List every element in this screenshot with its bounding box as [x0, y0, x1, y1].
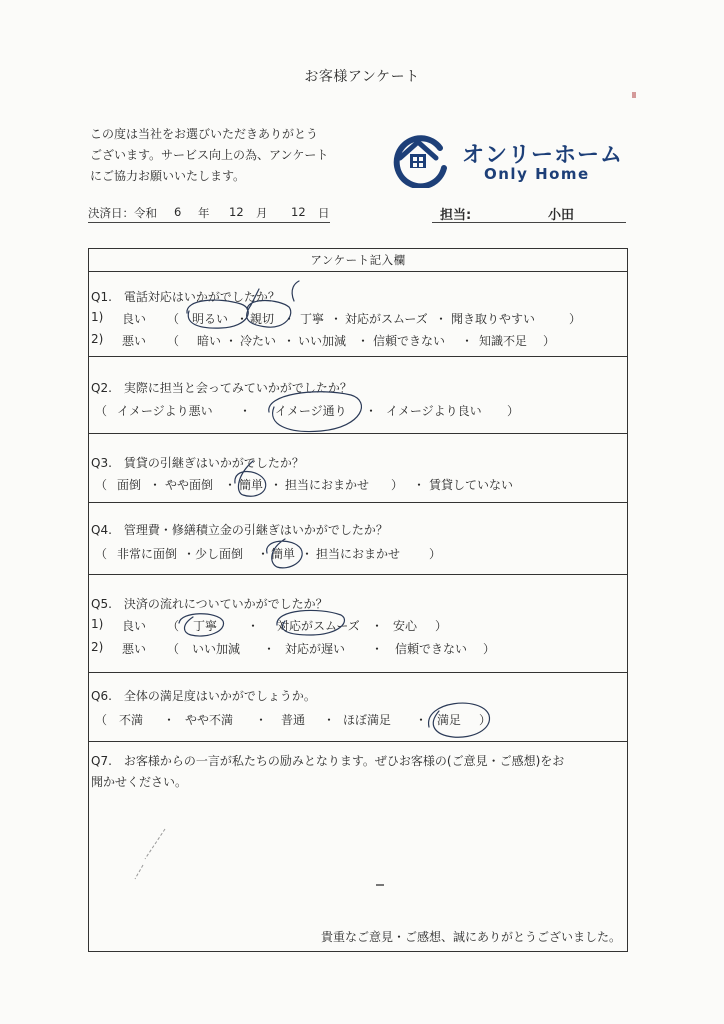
- option-yaya-mendou: やや面倒: [165, 478, 214, 492]
- separator: ・: [283, 334, 296, 348]
- settlement-day-unit: 日: [318, 206, 330, 220]
- row-label: 悪い: [122, 642, 147, 656]
- house-logo-icon: [388, 128, 456, 188]
- separator: ・: [371, 642, 384, 656]
- option-akarui: 明るい: [192, 312, 229, 326]
- paren: ）: [507, 404, 520, 418]
- option-as-expected: イメージ通り: [275, 404, 347, 418]
- option-teinei: 丁寧: [193, 619, 218, 633]
- logo-text-jp: オンリーホーム: [462, 143, 624, 168]
- separator: ・: [365, 404, 378, 418]
- question-text: Q7. お客様からの一言が私たちの励みとなります。ぜひお客様の(ご意見・ご感想)をお: [91, 754, 565, 768]
- paren: ）: [479, 713, 492, 727]
- settlement-month: 12: [229, 205, 244, 219]
- row-label: 良い: [122, 312, 147, 326]
- question-text: Q3. 賃貸の引継ぎはいかがでしたか？: [91, 456, 304, 470]
- paren: （: [167, 334, 180, 348]
- separator: ・: [163, 713, 176, 727]
- separator: ・: [225, 334, 238, 348]
- question-q1: [89, 272, 627, 357]
- row-label: 悪い: [122, 334, 147, 348]
- separator: ・: [461, 334, 474, 348]
- option-kikitori: 聞き取りやすい: [451, 312, 536, 326]
- paren: ）: [391, 478, 404, 492]
- option-shinsetsu: 親切: [250, 312, 275, 326]
- question-text-cont: 聞かせください。: [91, 775, 188, 789]
- option-better: イメージより良い: [386, 404, 482, 418]
- option-smooth: 対応がスムーズ: [345, 312, 428, 326]
- intro-text: [90, 124, 390, 187]
- option-kantan: 簡単: [239, 478, 264, 492]
- option-smooth: 対応がスムーズ: [277, 619, 360, 633]
- option-untrustworthy: 信頼できない: [395, 642, 468, 656]
- option-slightly-troublesome: 少し面倒: [195, 547, 244, 561]
- paren: （: [95, 547, 108, 561]
- intro-line: ございます。サービス向上の為、アンケート: [90, 148, 329, 162]
- separator: ・: [415, 713, 428, 727]
- row-number: 2): [91, 640, 104, 654]
- settlement-date: [88, 200, 330, 223]
- intro-line: この度は当社をお選びいただきありがとう: [90, 127, 319, 141]
- question-q5: [89, 575, 627, 673]
- option-yaya-fuman: やや不満: [185, 713, 234, 727]
- option-kurai: 暗い: [197, 334, 222, 348]
- paren: （: [167, 642, 180, 656]
- paren: ）: [483, 642, 496, 656]
- thank-you-note: 貴重なご意見・ご感想、誠にありがとうございました。: [320, 930, 621, 944]
- separator: ・: [257, 547, 270, 561]
- option-iikagen: いい加減: [192, 642, 241, 656]
- separator: ・: [270, 478, 283, 492]
- separator: ・: [239, 404, 252, 418]
- separator: ・: [371, 619, 384, 633]
- row-number: 2): [91, 332, 104, 346]
- option-not-renting: 賃貸していない: [429, 478, 514, 492]
- option-chishiki: 知識不足: [479, 334, 528, 348]
- paren: （: [95, 478, 108, 492]
- paren: （: [95, 404, 108, 418]
- separator: ・: [413, 478, 426, 492]
- paren: （: [95, 713, 108, 727]
- option-anshin: 安心: [393, 619, 418, 633]
- intro-line: にご協力お願いいたします。: [90, 169, 246, 183]
- row-number: 1): [91, 310, 104, 324]
- separator: ・: [357, 334, 370, 348]
- option-iikagen: いい加減: [298, 334, 347, 348]
- form-header: アンケート記入欄: [89, 249, 627, 272]
- settlement-day: 12: [291, 205, 306, 219]
- settlement-month-unit: 月: [256, 206, 268, 220]
- logo-text-en: Only Home: [484, 165, 590, 183]
- option-shinrai: 信頼できない: [373, 334, 446, 348]
- question-text: Q4. 管理費・修繕積立金の引継ぎはいかがでしたか？: [91, 523, 388, 537]
- separator: ・: [435, 312, 448, 326]
- separator: ・: [263, 642, 276, 656]
- option-tsumetai: 冷たい: [240, 334, 277, 348]
- separator: ・: [149, 478, 162, 492]
- paren: （: [167, 312, 180, 326]
- separator: ・: [224, 478, 237, 492]
- question-text: Q1. 電話対応はいかがでしたか？: [91, 290, 280, 304]
- question-q3: [89, 434, 627, 503]
- question-q4: [89, 503, 627, 575]
- staff-name: 小田: [548, 208, 575, 223]
- option-mendou: 面倒: [117, 478, 142, 492]
- question-text: Q6. 全体の満足度はいかがでしょうか。: [91, 689, 316, 703]
- separator: ・: [236, 312, 249, 326]
- option-fuman: 不満: [119, 713, 144, 727]
- page-title: お客様アンケート: [304, 69, 420, 85]
- separator: ・: [247, 619, 260, 633]
- staff-label: 担当:: [440, 208, 472, 223]
- separator: ・: [283, 312, 296, 326]
- separator: ・: [301, 547, 314, 561]
- option-worse: イメージより悪い: [117, 404, 213, 418]
- question-q6: [89, 673, 627, 742]
- separator: ・: [255, 713, 268, 727]
- option-futsuu: 普通: [281, 713, 306, 727]
- separator: ・: [183, 547, 196, 561]
- option-slow: 対応が遅い: [285, 642, 346, 656]
- separator: ・: [330, 312, 343, 326]
- paren: （: [167, 619, 180, 633]
- pencil-smudge: [125, 825, 175, 885]
- question-q2: [89, 357, 627, 434]
- settlement-year-unit: 年: [198, 206, 210, 220]
- option-very-troublesome: 非常に面倒: [117, 547, 178, 561]
- question-text: Q2. 実際に担当と会ってみていかがでしたか？: [91, 381, 352, 395]
- company-logo: [388, 128, 628, 188]
- paren: ）: [543, 334, 556, 348]
- option-teinei: 丁寧: [300, 312, 325, 326]
- red-speck: [632, 92, 636, 98]
- paren: ）: [435, 619, 448, 633]
- option-kantan: 簡単: [271, 547, 296, 561]
- paren: ）: [429, 547, 442, 561]
- separator: ・: [323, 713, 336, 727]
- row-label: 良い: [122, 619, 147, 633]
- option-omakase: 担当におまかせ: [316, 547, 401, 561]
- staff-field: [432, 200, 626, 223]
- question-text: Q5. 決済の流れについていかがでしたか？: [91, 597, 328, 611]
- dust-mark: [376, 884, 384, 886]
- settlement-label: 決済日：令和: [88, 206, 157, 220]
- paren: ）: [569, 312, 582, 326]
- option-omakase: 担当におまかせ: [285, 478, 370, 492]
- row-number: 1): [91, 617, 104, 631]
- option-manzoku: 満足: [437, 713, 462, 727]
- settlement-year: 6: [174, 205, 182, 219]
- option-hobo-manzoku: ほぼ満足: [343, 713, 392, 727]
